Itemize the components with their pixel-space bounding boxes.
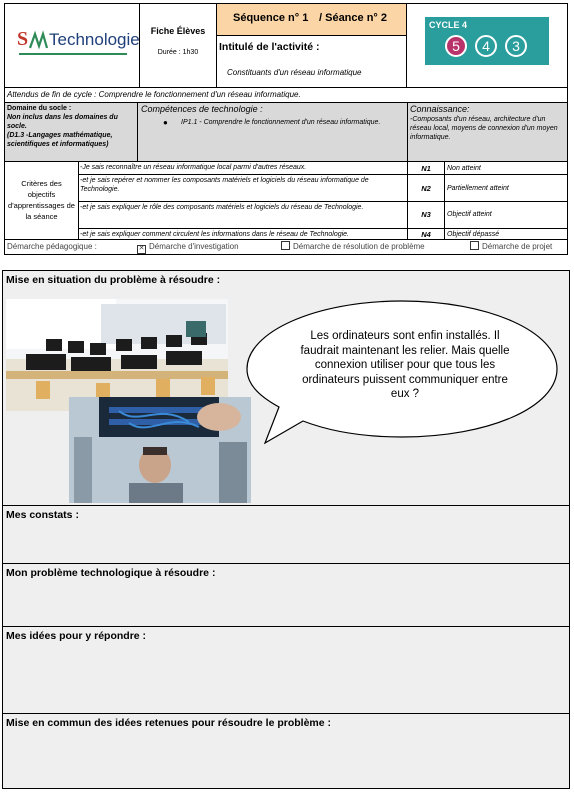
critere-item-2: -et je sais repérer et nommer les composants matériels et logiciels du réseau informatique de Technologie. xyxy=(80,177,369,193)
cycle-level-5: 5 xyxy=(445,35,467,57)
idees-title: Mes idées pour y répondre : xyxy=(6,630,147,642)
demarche-option-investigation[interactable] xyxy=(137,240,239,254)
criteres-levels xyxy=(407,161,445,240)
logo-underline xyxy=(19,53,127,55)
fiche-cell xyxy=(139,3,217,88)
connaissance-title: Connaissance: xyxy=(410,104,470,114)
level-label-4: Objectif dépassé xyxy=(447,231,500,238)
level-n3: N3 xyxy=(421,210,431,219)
probleme-title: Mon problème technologique à résoudre : xyxy=(6,567,216,579)
competences-item xyxy=(141,118,404,127)
level-label-3: Objectif atteint xyxy=(447,211,492,218)
competences-cell xyxy=(137,102,408,162)
level-label-1: Non atteint xyxy=(447,165,481,172)
intitule-label: Intitulé de l'activité : xyxy=(219,41,320,53)
situation-title: Mise en situation du problème à résoudre : xyxy=(6,274,221,286)
critere-row-divider xyxy=(79,228,407,229)
level-row-divider xyxy=(445,201,567,202)
demarche-option-label: Démarche de résolution de problème xyxy=(293,242,425,251)
domaine-title: Domaine du socle : xyxy=(7,105,72,112)
critere-row-divider xyxy=(79,174,407,175)
situation-panel xyxy=(2,270,570,506)
intitule-cell xyxy=(216,35,407,88)
level-n4: N4 xyxy=(421,230,431,239)
seance-label: / Séance n° 2 xyxy=(319,12,387,24)
intitule-value: Constituants d'un réseau informatique xyxy=(227,68,362,77)
sequence-cell xyxy=(216,3,407,36)
level-n1: N1 xyxy=(421,164,431,173)
probleme-panel xyxy=(2,563,570,627)
domaine-line1: Non inclus dans les domaines du socle. xyxy=(7,114,118,130)
cycle-badge xyxy=(425,17,549,65)
idees-panel xyxy=(2,626,570,714)
checkbox-icon[interactable] xyxy=(281,241,290,250)
connaissance-cell xyxy=(407,102,568,162)
competences-item-text: IP1.1 - Comprendre le fonctionnement d'un réseau informatique. xyxy=(181,119,381,126)
bullet-icon: ● xyxy=(163,118,168,127)
level-row-divider xyxy=(445,228,567,229)
competences-title: Compétences de technologie : xyxy=(141,104,263,114)
technician-illustration xyxy=(69,397,251,503)
fiche-label: Fiche Élèves xyxy=(150,26,206,36)
demarche-option-label: Démarche d'investigation xyxy=(149,242,239,251)
criteres-label-cell xyxy=(4,161,79,240)
demarche-option-projet[interactable] xyxy=(470,240,552,254)
cycle-cell xyxy=(406,3,568,88)
domaine-cell xyxy=(4,102,138,162)
attendus-row: Attendus de fin de cycle : Comprendre le fonctionnement d'un réseau informatique. xyxy=(4,87,568,103)
cycle-label: CYCLE 4 xyxy=(429,20,468,30)
technician-photo xyxy=(69,397,251,503)
level-n2: N2 xyxy=(421,184,431,193)
critere-item-3: -et je sais expliquer le rôle des composants matériels et logiciels du réseau de Technologie. xyxy=(80,204,364,211)
commun-panel xyxy=(2,713,570,789)
logo xyxy=(15,26,140,58)
cycle-level-4: 4 xyxy=(475,35,497,57)
checkbox-icon[interactable] xyxy=(470,241,479,250)
level-row-divider xyxy=(408,174,444,175)
checkbox-checked-icon[interactable]: ✕ xyxy=(138,245,145,252)
critere-row-divider xyxy=(79,201,407,202)
domaine-line2: (D1.3 -Langages mathématique, scientifiques et informatiques) xyxy=(7,132,113,148)
constats-title: Mes constats : xyxy=(6,509,79,521)
criteres-level-labels xyxy=(444,161,568,240)
classroom-illustration xyxy=(6,299,228,411)
sequence-label: Séquence n° 1 xyxy=(233,12,309,24)
logo-wave-icon xyxy=(29,30,49,52)
cycle-level-3: 3 xyxy=(505,35,527,57)
logo-prefix: S xyxy=(17,28,29,50)
classroom-photo xyxy=(6,299,228,411)
constats-panel xyxy=(2,505,570,564)
demarche-row xyxy=(4,239,568,255)
criteres-label: Critères des objectifs d'apprentissages de la séance xyxy=(8,179,75,221)
logo-text: Technologie xyxy=(49,30,140,49)
level-row-divider xyxy=(408,201,444,202)
critere-item-4: -et je sais expliquer comment circulent les informations dans le réseau de Technologie. xyxy=(80,231,349,238)
connaissance-text: -Composants d'un réseau, architecture d'un réseau local, moyens de connexion d'un moyen informatique. xyxy=(410,116,558,141)
demarche-label: Démarche pédagogique : xyxy=(7,242,97,251)
critere-item-1: -Je sais reconnaître un réseau informatique local parmi d'autres réseaux. xyxy=(80,164,307,171)
level-row-divider xyxy=(445,174,567,175)
level-label-2: Partiellement atteint xyxy=(447,185,509,192)
demarche-option-resolution[interactable] xyxy=(281,240,425,254)
duree-label: Durée : 1h30 xyxy=(157,49,199,56)
level-row-divider xyxy=(408,228,444,229)
demarche-option-label: Démarche de projet xyxy=(482,242,553,251)
header-logo-cell xyxy=(4,3,140,88)
commun-title: Mise en commun des idées retenues pour résoudre le problème : xyxy=(6,717,332,729)
criteres-items xyxy=(78,161,408,240)
speech-text: Les ordinateurs sont enfin installés. Il faudrait maintenant les relier. Mais quelle connexion utiliser pour que tous les ordinateurs puissent communiquer entre eux ? xyxy=(300,330,510,400)
